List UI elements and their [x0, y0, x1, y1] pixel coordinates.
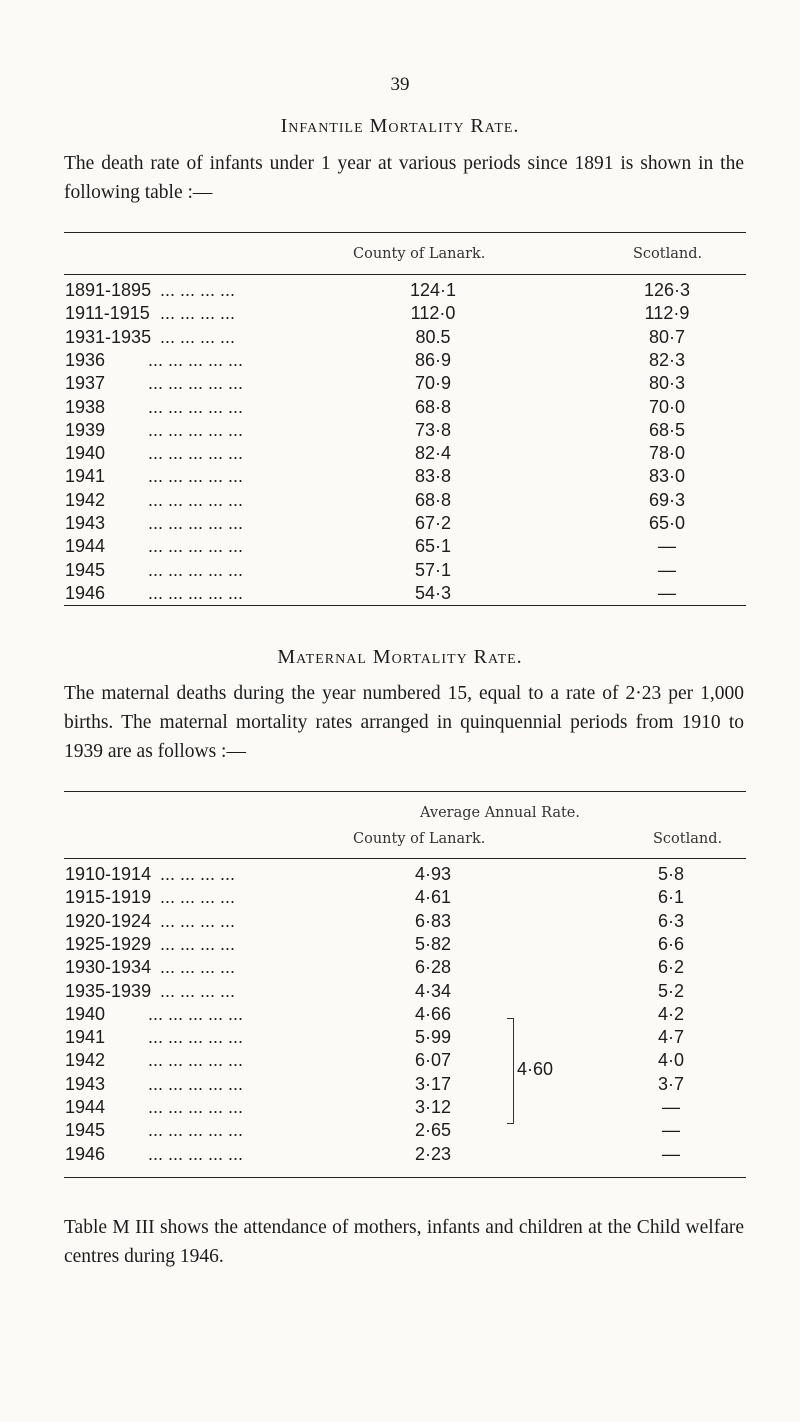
- row-lanark-value: 3·12: [414, 1097, 452, 1117]
- row-period-label: 1942: [65, 489, 106, 510]
- footer-paragraph: Table M III shows the attendance of mothers, infants and children at the Child welfare centres during 1946.: [64, 1217, 744, 1267]
- row-leader-dots: ... ... ... ...: [160, 326, 236, 347]
- row-scotland-value: 65·0: [648, 513, 686, 533]
- page-number: 39: [390, 74, 410, 95]
- row-scotland-value: 126·3: [643, 280, 691, 300]
- row-lanark-value: 82·4: [414, 443, 452, 464]
- row-scotland-value: 83·0: [648, 466, 686, 487]
- row-scotland-value: 80·3: [648, 373, 686, 394]
- row-lanark-value: 4·93: [414, 864, 452, 884]
- infant-col-lanark: County of Lanark.: [353, 246, 486, 262]
- row-lanark-value: 83·8: [414, 466, 452, 487]
- row-period-label: 1940: [65, 1003, 106, 1024]
- maternal-intro-paragraph: The maternal deaths during the year numbered 15, equal to a rate of 2·23 per 1,000 births. The maternal mortality rates arranged in quinquennial periods from 1910 to 1939 are as follows :—: [64, 683, 744, 762]
- row-period-label: 1944: [65, 536, 106, 557]
- row-scotland-value: 69·3: [648, 489, 686, 510]
- row-period-label: 1941: [65, 1027, 106, 1048]
- row-leader-dots: ... ... ... ... ...: [148, 349, 244, 370]
- row-scotland-value: 5·8: [657, 864, 684, 884]
- row-scotland-value: —: [662, 1120, 680, 1141]
- row-scotland-value: 70·0: [648, 396, 686, 417]
- row-period-label: 1937: [65, 373, 106, 394]
- row-period-label: 1946: [65, 1143, 106, 1164]
- row-leader-dots: ... ... ... ... ...: [148, 419, 244, 440]
- row-leader-dots: ... ... ... ... ...: [148, 1003, 244, 1024]
- row-leader-dots: ... ... ... ... ...: [148, 489, 244, 510]
- row-lanark-value: 6·07: [414, 1050, 452, 1071]
- row-lanark-value: 65·1: [414, 536, 452, 557]
- infant-table-top-rule: [64, 232, 746, 233]
- row-lanark-value: 73·8: [414, 419, 452, 440]
- maternal-col-group: Average Annual Rate.: [420, 805, 580, 821]
- row-leader-dots: ... ... ... ...: [160, 864, 236, 884]
- row-scotland-value: —: [658, 582, 676, 603]
- infant-table-bottom-rule: [64, 605, 746, 606]
- maternal-mortality-heading: Maternal Mortality Rate.: [277, 646, 523, 668]
- row-scotland-value: 6·2: [657, 957, 684, 978]
- row-lanark-value: 2·65: [414, 1120, 452, 1141]
- row-period-label: 1920-1924: [65, 910, 152, 931]
- row-period-label: 1925-1929: [65, 933, 152, 954]
- row-lanark-value: 6·83: [414, 910, 452, 931]
- row-leader-dots: ... ... ... ... ...: [148, 1097, 244, 1117]
- row-lanark-value: 80.5: [415, 326, 451, 347]
- row-scotland-value: 5·2: [657, 980, 684, 1001]
- row-lanark-value: 57·1: [414, 559, 452, 580]
- row-lanark-value: 70·9: [414, 373, 452, 394]
- row-period-label: 1943: [65, 1073, 106, 1094]
- infant-intro-paragraph: The death rate of infants under 1 year at various periods since 1891 is shown in the following table :—: [64, 153, 744, 203]
- row-scotland-value: 3·7: [657, 1073, 684, 1094]
- row-leader-dots: ... ... ... ... ...: [148, 396, 244, 417]
- maternal-bracket: [507, 1018, 514, 1124]
- row-scotland-value: 68·5: [648, 419, 686, 440]
- row-period-label: 1941: [65, 466, 106, 487]
- row-leader-dots: ... ... ... ...: [160, 303, 236, 324]
- maternal-col-lanark: County of Lanark.: [353, 831, 486, 847]
- row-period-label: 1943: [65, 513, 106, 533]
- row-leader-dots: ... ... ... ...: [160, 957, 236, 978]
- row-leader-dots: ... ... ... ... ...: [148, 559, 244, 580]
- row-scotland-value: 80·7: [648, 326, 686, 347]
- row-leader-dots: ... ... ... ... ...: [148, 1050, 244, 1071]
- row-period-label: 1946: [65, 582, 106, 603]
- row-scotland-value: 6·1: [657, 887, 684, 908]
- row-period-label: 1944: [65, 1097, 106, 1117]
- row-lanark-value: 3·17: [414, 1073, 452, 1094]
- infant-col-scotland: Scotland.: [633, 246, 703, 262]
- maternal-table-header-rule: [64, 858, 746, 859]
- row-leader-dots: ... ... ... ... ...: [148, 536, 244, 557]
- row-leader-dots: ... ... ... ... ...: [148, 443, 244, 464]
- row-period-label: 1942: [65, 1050, 106, 1071]
- row-leader-dots: ... ... ... ... ...: [148, 1027, 244, 1048]
- row-scotland-value: 78·0: [648, 443, 686, 464]
- row-lanark-value: 112·0: [410, 303, 456, 324]
- row-leader-dots: ... ... ... ... ...: [148, 466, 244, 487]
- row-leader-dots: ... ... ... ...: [160, 887, 236, 908]
- row-period-label: 1891-1895: [65, 280, 152, 300]
- row-period-label: 1910-1914: [65, 864, 152, 884]
- row-scotland-value: —: [658, 559, 676, 580]
- row-leader-dots: ... ... ... ...: [160, 933, 236, 954]
- row-lanark-value: 68·8: [414, 489, 452, 510]
- row-leader-dots: ... ... ... ... ...: [148, 1143, 244, 1164]
- row-scotland-value: 4·2: [657, 1003, 684, 1024]
- row-leader-dots: ... ... ... ...: [160, 980, 236, 1001]
- row-scotland-value: —: [662, 1143, 680, 1164]
- row-period-label: 1936: [65, 349, 106, 370]
- row-period-label: 1930-1934: [65, 957, 152, 978]
- row-period-label: 1911-1915: [65, 303, 150, 324]
- row-scotland-value: —: [662, 1097, 680, 1117]
- row-lanark-value: 4·34: [414, 980, 452, 1001]
- row-leader-dots: ... ... ... ... ...: [148, 513, 244, 533]
- row-scotland-value: —: [658, 536, 676, 557]
- row-lanark-value: 6·28: [414, 957, 452, 978]
- row-leader-dots: ... ... ... ...: [160, 910, 236, 931]
- row-period-label: 1945: [65, 559, 106, 580]
- row-scotland-value: 4·0: [657, 1050, 684, 1071]
- row-period-label: 1935-1939: [65, 980, 152, 1001]
- row-lanark-value: 68·8: [414, 396, 452, 417]
- row-scotland-value: 4·7: [657, 1027, 684, 1048]
- row-leader-dots: ... ... ... ... ...: [148, 1120, 244, 1141]
- row-scotland-value: 112·9: [644, 303, 690, 324]
- row-lanark-value: 124·1: [409, 280, 457, 300]
- row-leader-dots: ... ... ... ... ...: [148, 1073, 244, 1094]
- row-period-label: 1939: [65, 419, 106, 440]
- row-scotland-value: 6·6: [657, 933, 684, 954]
- row-lanark-value: 5·99: [414, 1027, 452, 1048]
- maternal-table-top-rule: [64, 791, 746, 792]
- row-period-label: 1938: [65, 396, 106, 417]
- row-scotland-value: 82·3: [648, 349, 686, 370]
- row-lanark-value: 54·3: [414, 582, 452, 603]
- row-scotland-value: 6·3: [657, 910, 684, 931]
- infant-table-header-rule: [64, 274, 746, 275]
- infant-mortality-heading: Infantile Mortality Rate.: [280, 115, 520, 137]
- maternal-col-scotland: Scotland.: [653, 831, 723, 847]
- row-period-label: 1945: [65, 1120, 106, 1141]
- row-period-label: 1931-1935: [65, 326, 152, 347]
- row-period-label: 1940: [65, 443, 106, 464]
- row-lanark-value: 4·66: [414, 1003, 452, 1024]
- row-leader-dots: ... ... ... ... ...: [148, 373, 244, 394]
- row-leader-dots: ... ... ... ... ...: [148, 582, 244, 603]
- maternal-table-bottom-rule: [64, 1177, 746, 1178]
- row-leader-dots: ... ... ... ...: [160, 280, 236, 300]
- row-lanark-value: 2·23: [414, 1143, 452, 1164]
- row-lanark-value: 5·82: [414, 933, 452, 954]
- maternal-bracket-value: 4·60: [517, 1059, 554, 1079]
- row-lanark-value: 4·61: [414, 887, 452, 908]
- row-lanark-value: 67·2: [414, 513, 452, 533]
- row-lanark-value: 86·9: [414, 349, 452, 370]
- row-period-label: 1915-1919: [65, 887, 152, 908]
